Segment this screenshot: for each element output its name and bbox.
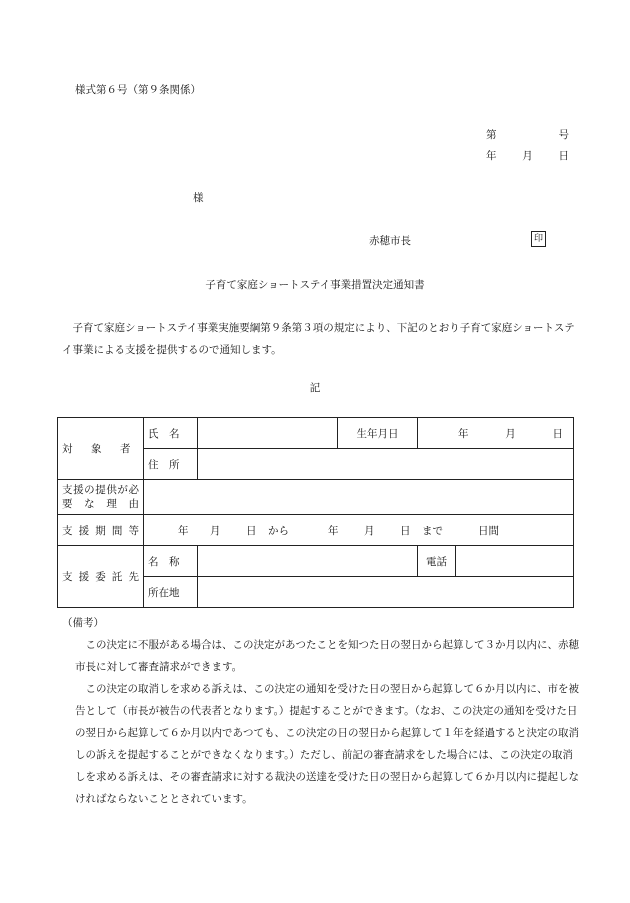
- decision-table: [57, 417, 574, 608]
- period-from-year: 年: [178, 524, 189, 537]
- document-number: [486, 127, 569, 142]
- remarks-paragraph: この決定に不服がある場合は、この決定があつたことを知つた日の翌日から起算して３か月以内に、赤穂市長に対して審査請求ができます。: [75, 639, 579, 673]
- issue-date: [486, 148, 569, 163]
- dob-label: 生年月日: [338, 418, 418, 449]
- addressee-suffix: 様: [193, 192, 204, 204]
- period-to: まで: [422, 524, 443, 537]
- period-label: 支援期間等: [58, 515, 144, 546]
- subject-label: 対 象 者: [58, 418, 144, 480]
- name-value[interactable]: [198, 418, 338, 449]
- number-prefix: 第: [486, 129, 497, 141]
- provider-label: 支援委託先: [58, 546, 144, 608]
- table-row: [58, 546, 574, 577]
- dob-month: 月: [505, 427, 516, 440]
- date-day: 日: [558, 150, 569, 162]
- seal-mark: 印: [531, 231, 546, 247]
- provider-name-value[interactable]: [198, 546, 418, 577]
- address-value[interactable]: [198, 449, 574, 480]
- date-month: 月: [522, 150, 533, 162]
- reason-label: 支援の提供が必要な理由: [58, 480, 144, 515]
- period-value[interactable]: [144, 515, 574, 546]
- document-title: 子育て家庭ショートステイ事業措置決定通知書: [205, 279, 425, 291]
- phone-label: 電話: [418, 546, 456, 577]
- location-value[interactable]: [198, 577, 574, 608]
- date-year: 年: [486, 150, 497, 162]
- table-row: [58, 418, 574, 449]
- form-number: 様式第６号（第９条関係）: [75, 84, 201, 96]
- period-from-month: 月: [210, 524, 221, 537]
- remarks-heading: （備考）: [62, 617, 104, 629]
- number-suffix: 号: [558, 129, 569, 141]
- dob-day: 日: [552, 427, 563, 440]
- remarks: [62, 612, 580, 810]
- name-label: 氏 名: [144, 418, 198, 449]
- period-from: から: [268, 524, 289, 537]
- provider-name-label: 名 称: [144, 546, 198, 577]
- table-row: [58, 480, 574, 515]
- period-days: 日間: [478, 524, 499, 537]
- location-label: 所在地: [144, 577, 198, 608]
- dob-year: 年: [458, 427, 469, 440]
- address-label: 住 所: [144, 449, 198, 480]
- period-to-year: 年: [328, 524, 339, 537]
- table-row: [58, 515, 574, 546]
- dob-value[interactable]: [418, 418, 574, 449]
- ki-heading: 記: [309, 382, 321, 394]
- period-to-month: 月: [364, 524, 375, 537]
- remarks-paragraph: この決定の取消しを求める訴えは、この決定の通知を受けた日の翌日から起算して６か月以内に、市を被告として（市長が被告の代表者となります。）提起することができます。（なお、この決定の通知を受けた日の翌日から起算して６か月以内であつても、この決定の日の翌日から起算して１年を経過すると決定の取消しの訴えを提起することができなくなります。）ただし、前記の審査請求をした場合には、この決定の取消しを求める訴えは、その審査請求に対する裁決の送達を受けた日の翌日から起算して６か月以内に提起しなければならないこととされています。: [75, 683, 579, 805]
- intro-text: [62, 317, 582, 361]
- period-to-day: 日: [400, 524, 411, 537]
- period-from-day: 日: [246, 524, 257, 537]
- issuer-name: 赤穂市長: [369, 235, 411, 247]
- reason-value[interactable]: [144, 480, 574, 515]
- intro-paragraph: 子育て家庭ショートステイ事業実施要綱第９条第３項の規定により、下記のとおり子育て家庭ショートステイ事業による支援を提供するので通知します。: [62, 322, 575, 356]
- phone-value[interactable]: [456, 546, 574, 577]
